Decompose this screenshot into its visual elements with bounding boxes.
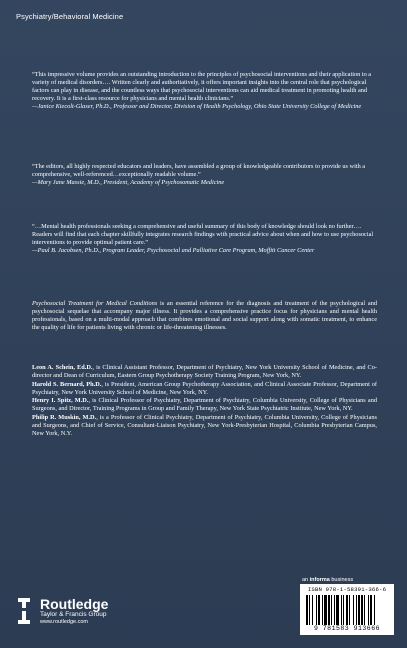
barcode-icon bbox=[306, 595, 388, 625]
author-bio bbox=[32, 364, 377, 380]
isbn-barcode bbox=[300, 584, 394, 635]
endorsement bbox=[32, 163, 377, 187]
author-text: , is President, American Group Psychotherapy Association, and Clinical Associate Professor, Department of Psychiatry, New York University School of Medicine, New York, NY. bbox=[32, 380, 377, 396]
endorsement-attribution: —Mary Jane Massie, M.D., President, Academy of Psychosomatic Medicine bbox=[32, 179, 225, 187]
category-label: Psychiatry/Behavioral Medicine bbox=[16, 12, 124, 21]
publisher-name: Routledge bbox=[40, 595, 109, 612]
endorsement-attribution: —Janice Kiecolt-Glaser, Ph.D., Professor and Director, Division of Health Psychology, Ohio State University College of Medicine bbox=[32, 103, 362, 111]
author-name: Leon A. Schein, Ed.D. bbox=[32, 364, 93, 371]
author-text: , is Clinical Assistant Professor, Department of Psychiatry, New York University School of Medicine, and Co-director and Dean of Curriculum, Eastern Group Psychotherapy Society Training Program, New York, NY. bbox=[32, 364, 377, 380]
isbn-label: ISBN 978-1-58391-366-6 bbox=[307, 586, 387, 593]
informa-brand: informa bbox=[309, 577, 330, 583]
routledge-logo-icon bbox=[14, 596, 34, 626]
isbn-digits: 9 781583 913666 bbox=[313, 625, 380, 632]
endorsement-quote: “This impressive volume provides an outstanding introduction to the principles of psychosocial interventions and their application to a variety of medical disorders…. Written clearly and authoritatively, it offers important insights into the central role that psychological factors can play in disease, and the countless ways that psychosocial interventions can aid medical treatment in promoting health and recovery. It is a first-class resource for physicians and mental health clinicians.” bbox=[32, 71, 372, 103]
endorsement-quote: “…Mental health professionals seeking a comprehensive and useful summary of this body of knowledge should look no further…. Readers will find that each chapter skillfully integrates research findings with practical advice about when and how to use psychosocial interventions to provide optimal patient care.” bbox=[32, 223, 374, 247]
author-bio bbox=[32, 381, 377, 397]
book-title: Psychosocial Treatment for Medical Conditions bbox=[32, 300, 158, 307]
informa-tagline: an informa business bbox=[302, 577, 354, 583]
author-bios bbox=[32, 364, 377, 439]
author-text: , is a Professor of Clinical Psychiatry, Department of Psychiatry, Columbia University, College of Physicians and Surgeons, and Chief of Service, Consultant-Liaison Psychiatry, New York-Presbyterian Hospital, Columbia Presbyterian Campus, New York, N.Y. bbox=[32, 414, 377, 438]
author-bio bbox=[32, 397, 377, 413]
publisher-group: Taylor & Francis Group bbox=[40, 610, 107, 618]
author-name: Harold S. Bernard, Ph.D. bbox=[32, 380, 102, 388]
author-text: , is Clinical Professor of Psychiatry, Department of Psychiatry, Columbia University, College of Physicians and Surgeons, and Director, Training Programs in Group and Family Therapy, New York State Psychiatric Institute, New York, NY. bbox=[32, 397, 377, 413]
endorsement-quote: “The editors, all highly respected educators and leaders, have assembled a group of knowledgeable contributors to provide us with a comprehensive, well-referenced…exceptionally readable volume.” bbox=[32, 163, 366, 179]
author-name: Philip R. Muskin, M.D. bbox=[32, 414, 97, 422]
endorsement bbox=[32, 223, 377, 255]
author-bio bbox=[32, 414, 377, 438]
endorsement-attribution: —Paul B. Jacobsen, Ph.D., Program Leader, Psychosocial and Palliative Care Program, Moffitt Cancer Center bbox=[32, 247, 315, 255]
description-text: is an essential reference for the diagnosis and treatment of the psychological and psychosocial sequelae that accompany major illness. It provides a comprehensive practice focus for physicians and mental health professionals, based on a multi-modal approach that combines emotional and social support along with somatic treatment, to enhance the quality of life for patients living with chronic or life-threatening illnesses. bbox=[32, 300, 377, 332]
book-description bbox=[32, 300, 377, 332]
author-name: Henry I. Spitz, M.D. bbox=[32, 397, 89, 405]
publisher-logo bbox=[14, 596, 108, 626]
publisher-url: www.routledge.com bbox=[40, 618, 88, 625]
endorsement bbox=[32, 71, 377, 111]
